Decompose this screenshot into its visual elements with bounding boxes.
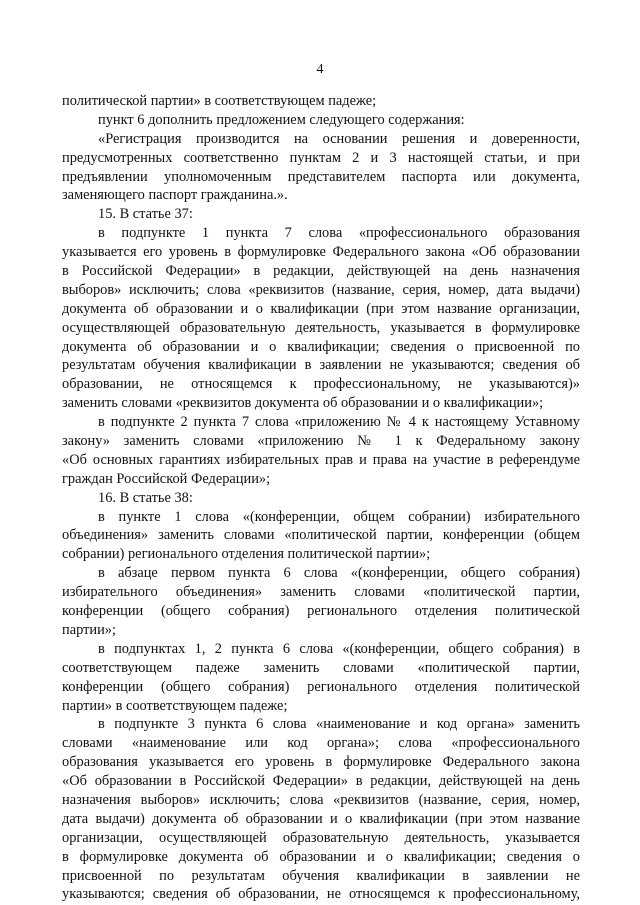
- text-line: «Регистрация производится на основании решения и доверенности,: [98, 130, 580, 147]
- text-line: документа об образовании и о квалификации; сведения о присвоенной по: [62, 338, 580, 355]
- text-line: предъявлении уполномоченным представителем паспорта или документа,: [62, 168, 580, 185]
- text-line: объединения» заменить словами «политической партии, конференции (общем: [62, 527, 580, 544]
- text-line: избирательного объединения» заменить словами «политической партии,: [62, 584, 580, 601]
- text-line: пункт 6 дополнить предложением следующего содержания:: [98, 111, 465, 128]
- text-line: конференции (общего собрания) регионального отделения политической: [62, 678, 580, 695]
- text-line: партии» в соответствующем падеже;: [62, 697, 288, 714]
- text-line: заменить словами «реквизитов документа об образовании и о квалификации»;: [62, 395, 544, 412]
- text-line: документа об образовании и о квалификации (при этом название организации,: [62, 300, 580, 317]
- text-line: организации, осуществляющей образовательную деятельность, указывается: [62, 829, 580, 846]
- text-line: в подпункте 1 пункта 7 слова «профессионального образования: [98, 225, 580, 242]
- text-line: результатам обучения квалификации в заявлении не указываются; сведения об: [62, 357, 580, 374]
- text-line: 16. В статье 38:: [98, 489, 193, 506]
- text-line: политической партии» в соответствующем падеже;: [62, 93, 377, 109]
- text-line: предусмотренных соответственно пунктам 2 и 3 настоящей статьи, и при: [62, 149, 580, 166]
- text-line: в пункте 1 слова «(конференции, общем собрании) избирательного: [98, 508, 580, 525]
- text-line: в подпунктах 1, 2 пункта 6 слова «(конференции, общего собрания) в: [98, 640, 580, 657]
- text-line: осуществляющей образовательную деятельность, указывается в формулировке: [62, 319, 580, 336]
- text-line: в формулировке документа об образовании и о квалификации; сведения о: [62, 848, 580, 865]
- text-line: соответствующем падеже заменить словами «политической партии,: [62, 659, 580, 676]
- text-line: назначения выборов» исключить; слова «реквизитов (название, серия, номер,: [62, 791, 580, 808]
- document-body: [62, 92, 580, 904]
- text-line: присвоенной по результатам обучения квалификации в заявлении не: [62, 867, 580, 884]
- text-line: граждан Российской Федерации»;: [62, 470, 271, 487]
- text-line: в абзаце первом пункта 6 слова «(конференции, общего собрания): [98, 565, 580, 582]
- text-line: 15. В статье 37:: [98, 206, 193, 223]
- text-line: словами «наименование или код органа»; слова «профессионального: [62, 735, 580, 752]
- text-line: указывается его уровень в формулировке Федерального закона «Об образовании: [62, 244, 580, 261]
- text-line: закону» заменить словами «приложению № 1 к Федеральному закону: [62, 433, 580, 450]
- text-line: в подпункте 3 пункта 6 слова «наименование и код органа» заменить: [98, 716, 580, 733]
- text-line: «Об основных гарантиях избирательных прав и права на участие в референдуме: [62, 451, 580, 468]
- text-line: заменяющего паспорт гражданина.».: [62, 187, 288, 204]
- text-line: конференции (общего собрания) регионального отделения политической: [62, 603, 580, 620]
- text-line: выборов» исключить; слова «реквизитов (название, серия, номер, дата выдачи): [62, 281, 580, 298]
- page-number: 4: [316, 62, 324, 77]
- text-line: образования указывается его уровень в формулировке Федерального закона: [62, 754, 580, 771]
- text-line: партии»;: [62, 621, 116, 638]
- text-line: «Об образовании в Российской Федерации» в редакции, действующей на день: [62, 773, 580, 790]
- text-line: в Российской Федерации» в редакции, действующей на день назначения: [62, 263, 580, 280]
- text-line: в подпункте 2 пункта 7 слова «приложению № 4 к настоящему Уставному: [98, 414, 580, 431]
- text-line: указываются; сведения об образовании, не относящемся к профессиональному,: [62, 886, 580, 903]
- text-line: дата выдачи) документа об образовании и о квалификации (при этом название: [62, 810, 580, 827]
- text-line: собрании) регионального отделения политической партии»;: [62, 546, 431, 563]
- text-line: образовании, не относящемся к профессиональному, не указываются)»: [62, 376, 580, 393]
